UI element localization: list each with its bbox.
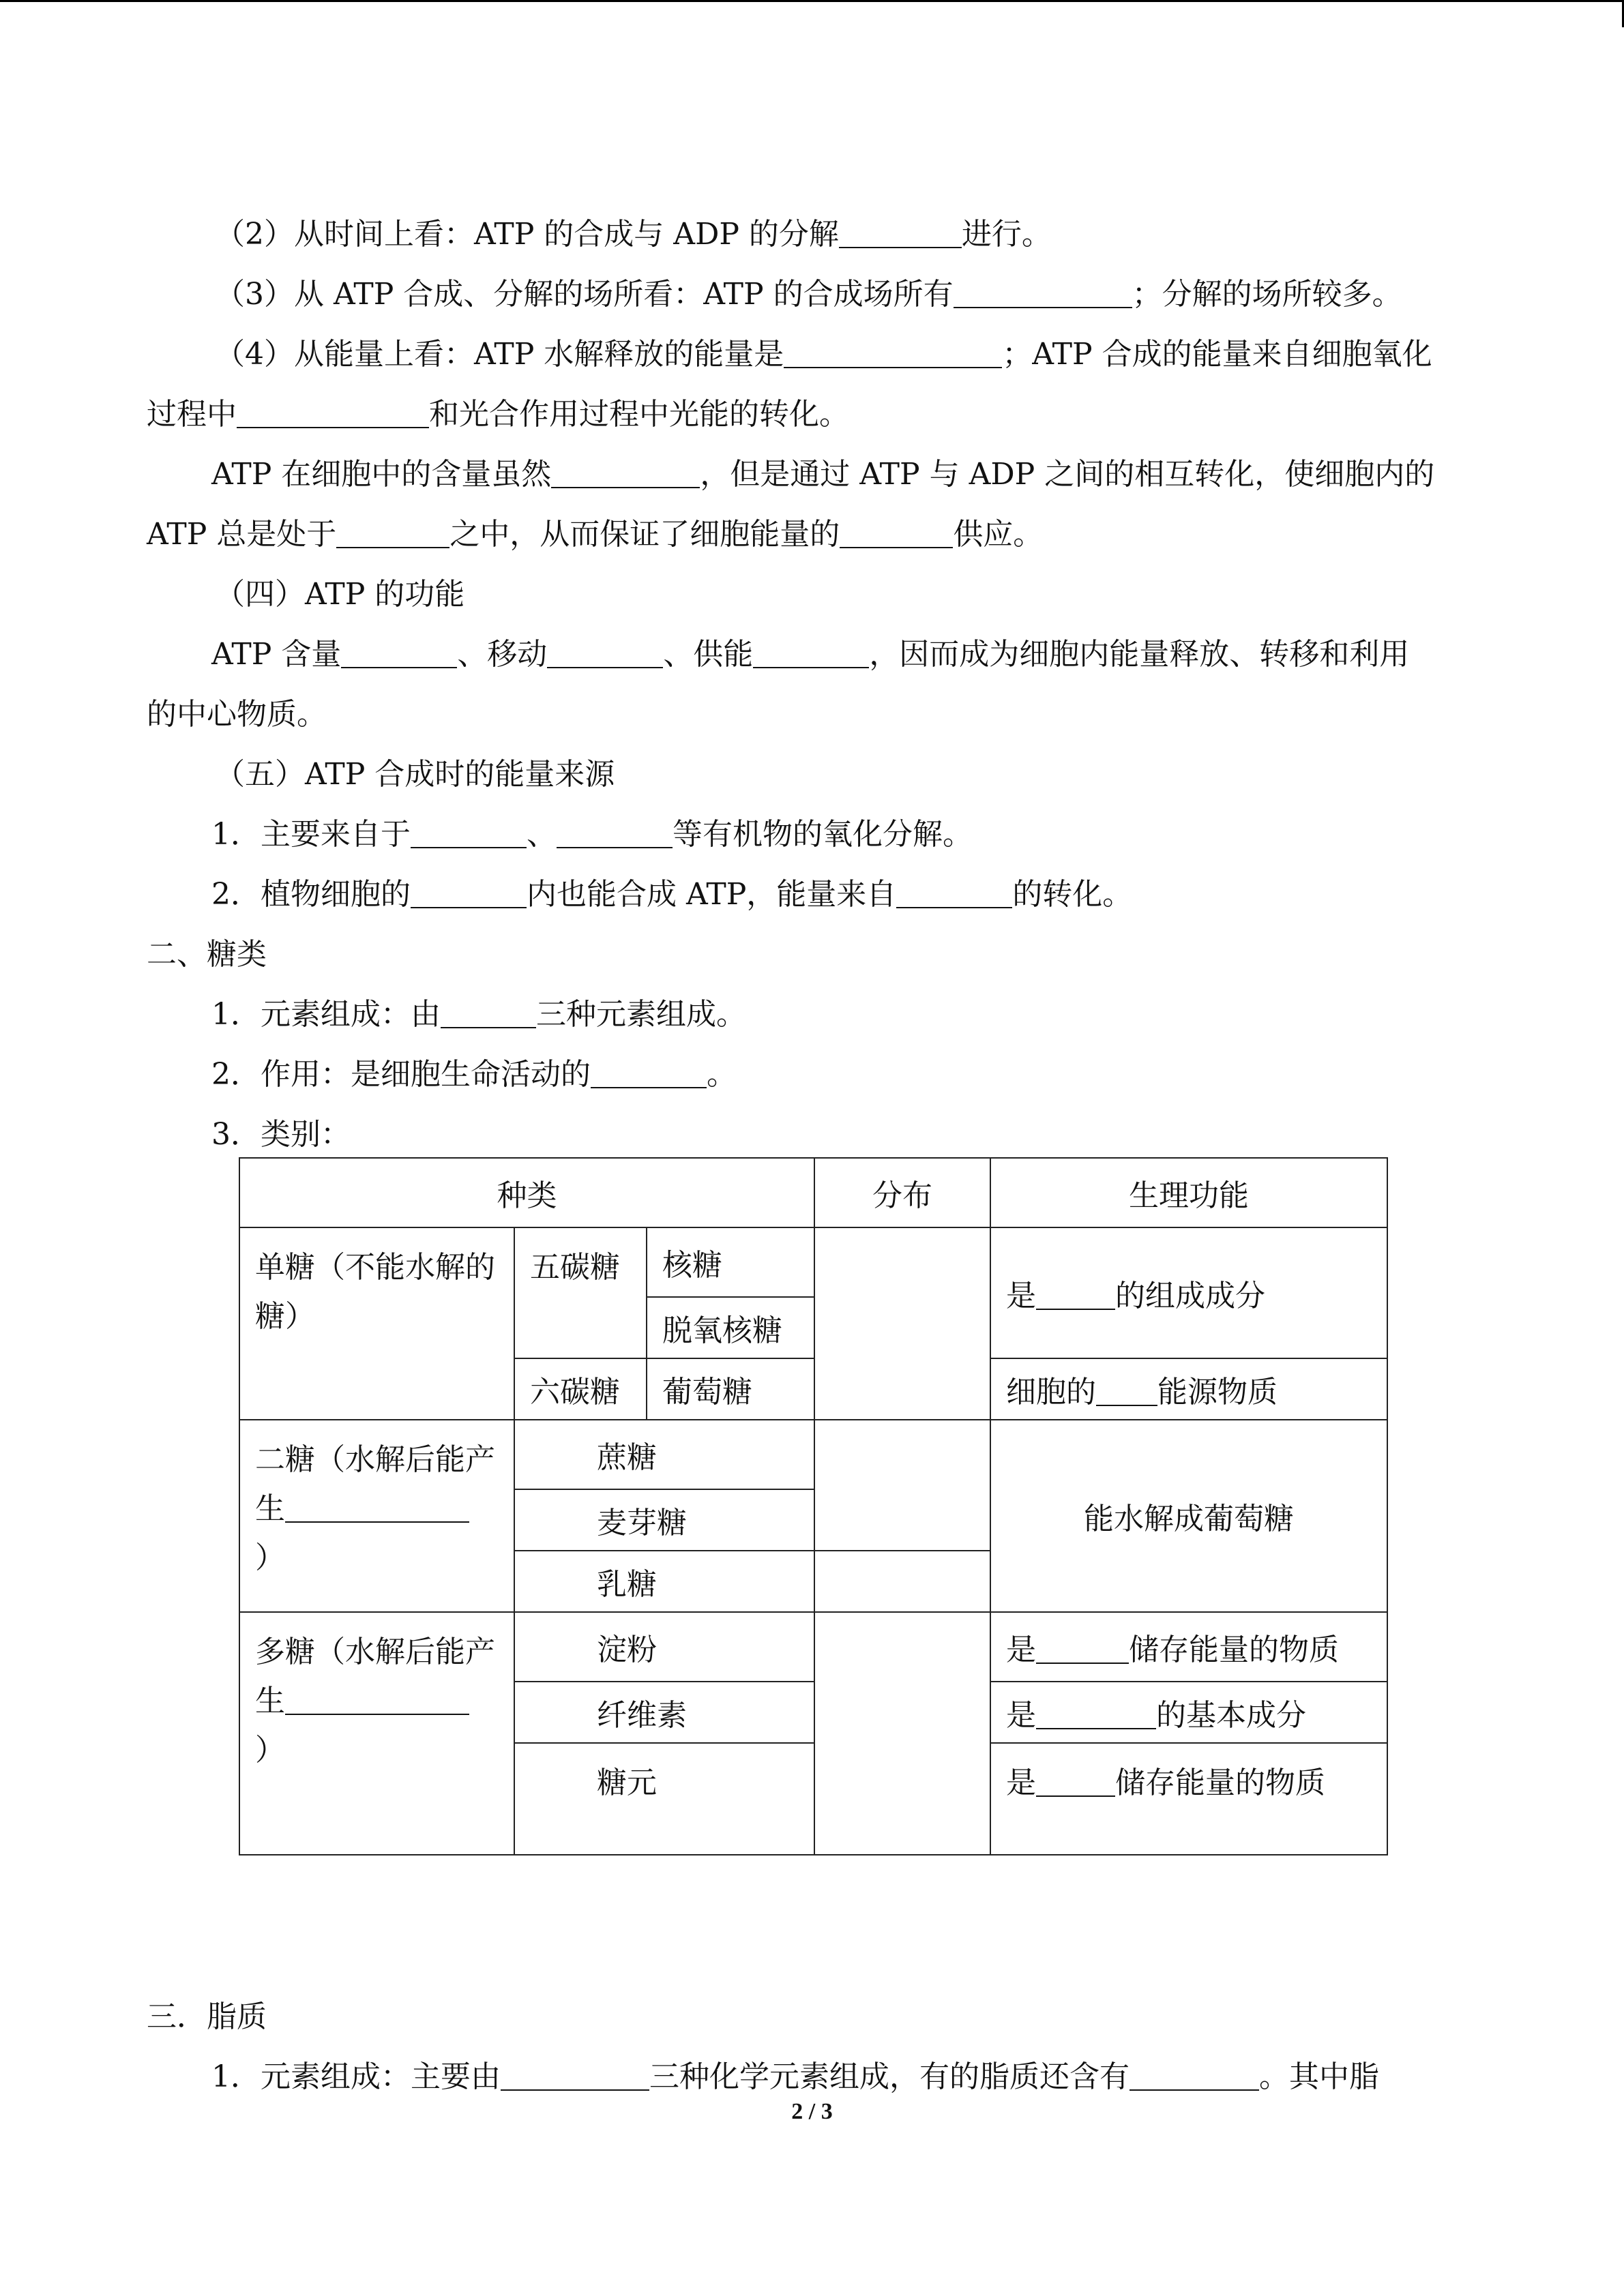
atp-function-line-2: 的中心物质。 [147, 697, 327, 732]
text: 。其中脂 [1259, 2059, 1379, 2094]
distribution-cell[interactable] [814, 1551, 990, 1612]
glycogen-function [990, 1743, 1387, 1855]
text: 是 [1006, 1765, 1037, 1800]
atp-point-2 [215, 214, 1052, 255]
glucose-label: 葡萄糖 [647, 1358, 814, 1420]
fill-blank[interactable] [411, 820, 527, 848]
lipid-heading: 三．脂质 [147, 1999, 267, 2034]
text: ATP 含量 [211, 637, 342, 672]
ribose-label: 核糖 [647, 1227, 814, 1297]
text: 2．作用：是细胞生命活动的 [211, 1057, 591, 1092]
sugar-heading: 二、糖类 [147, 937, 267, 972]
sugar-item-1 [211, 994, 746, 1035]
text: 、 [527, 817, 557, 852]
cellulose-label: 纤维素 [514, 1682, 814, 1743]
maltose-label: 麦芽糖 [514, 1489, 814, 1551]
atp-source-heading: （五）ATP 合成时的能量来源 [215, 757, 615, 792]
atp-content-line-1 [211, 454, 1434, 495]
text: ） [255, 1540, 285, 1575]
text: 储存能量的物质 [1115, 1765, 1326, 1800]
text: 是 [1006, 1698, 1037, 1733]
text: 过程中 [147, 397, 237, 432]
page-top-border [0, 0, 1624, 2]
table-row [239, 1420, 1387, 1489]
text: ；ATP 合成的能量来自细胞氧化 [1002, 337, 1432, 372]
table-row [239, 1612, 1387, 1682]
text: 之中，从而保证了细胞能量的 [449, 517, 840, 552]
fill-blank[interactable] [411, 880, 527, 908]
sugar-table [239, 1157, 1388, 1855]
fill-blank[interactable] [237, 400, 429, 428]
fill-blank[interactable] [501, 2062, 649, 2091]
text: 细胞的 [1006, 1375, 1097, 1410]
fill-blank[interactable] [753, 640, 869, 668]
text: 三种化学元素组成，有的脂质还含有 [649, 2059, 1130, 2094]
text: （4）从能量上看：ATP 水解释放的能量是 [215, 337, 784, 372]
table-header-row [239, 1158, 1387, 1227]
deoxyribose-label: 脱氧核糖 [647, 1297, 814, 1358]
lactose-label: 乳糖 [514, 1551, 814, 1612]
fill-blank[interactable] [557, 820, 673, 848]
text: 储存能量的物质 [1129, 1632, 1340, 1667]
starch-function [990, 1612, 1387, 1682]
text: 的组成成分 [1115, 1279, 1266, 1313]
distribution-cell[interactable] [814, 1612, 990, 1855]
polysaccharide-label [239, 1612, 514, 1855]
text: ，但是通过 ATP 与 ADP 之间的相互转化，使细胞内的 [700, 457, 1435, 492]
fill-blank[interactable] [896, 880, 1012, 908]
text: 的基本成分 [1156, 1698, 1307, 1733]
atp-source-item-1 [211, 814, 973, 855]
text: 内也能合成 ATP，能量来自 [527, 877, 897, 912]
atp-function-line-1 [211, 634, 1409, 675]
text: 、移动 [457, 637, 548, 672]
text: （2）从时间上看：ATP 的合成与 ADP 的分解 [215, 217, 839, 252]
text: 是 [1006, 1279, 1037, 1313]
text: 是 [1006, 1632, 1037, 1667]
text: 多糖（水解后能产 [255, 1635, 495, 1669]
text: 1．元素组成：主要由 [211, 2059, 501, 2094]
text: 、供能 [663, 637, 754, 672]
text: 供应。 [953, 517, 1044, 552]
fill-blank[interactable] [1036, 1281, 1115, 1310]
text: 生 [255, 1684, 285, 1718]
text: 的转化。 [1012, 877, 1133, 912]
pentose-label: 五碳糖 [514, 1227, 647, 1358]
fill-blank[interactable] [285, 1686, 469, 1715]
fill-blank[interactable] [1036, 1768, 1115, 1797]
text: 和光合作用过程中光能的转化。 [429, 397, 849, 432]
ribose-function [990, 1227, 1387, 1358]
fill-blank[interactable] [954, 280, 1132, 308]
fill-blank[interactable] [336, 520, 449, 548]
hexose-label: 六碳糖 [514, 1358, 647, 1420]
fill-blank[interactable] [341, 640, 457, 668]
header-kind: 种类 [239, 1158, 814, 1227]
atp-point-4-cont [147, 394, 849, 435]
atp-content-line-2 [147, 514, 1043, 555]
text: ATP 总是处于 [147, 517, 337, 552]
atp-point-4 [215, 334, 1432, 375]
fill-blank[interactable] [285, 1494, 469, 1523]
lipid-item-1 [211, 2057, 1379, 2098]
disaccharide-function: 能水解成葡萄糖 [990, 1420, 1387, 1612]
fill-blank[interactable] [441, 1000, 536, 1028]
fill-blank[interactable] [1036, 1635, 1129, 1664]
text: 进行。 [961, 217, 1052, 252]
starch-label: 淀粉 [514, 1612, 814, 1682]
monosaccharide-label: 单糖（不能水解的糖） [239, 1227, 514, 1420]
fill-blank[interactable] [1036, 1701, 1156, 1729]
atp-point-3 [215, 274, 1402, 315]
text: ATP 在细胞中的含量虽然 [211, 457, 552, 492]
text: 生 [255, 1491, 285, 1526]
disaccharide-label [239, 1420, 514, 1612]
text: 2．植物细胞的 [211, 877, 411, 912]
text: 能源物质 [1157, 1375, 1278, 1410]
sucrose-label: 蔗糖 [514, 1420, 814, 1489]
fill-blank[interactable] [839, 220, 962, 248]
header-distribution: 分布 [814, 1158, 990, 1227]
text: ，因而成为细胞内能量释放、转移和利用 [869, 637, 1410, 672]
sugar-item-3: 3．类别： [211, 1117, 351, 1152]
text: （3）从 ATP 合成、分解的场所看：ATP 的合成场所有 [215, 277, 954, 312]
text: ；分解的场所较多。 [1132, 277, 1402, 312]
text: 等有机物的氧化分解。 [673, 817, 973, 852]
table-row [239, 1227, 1387, 1297]
fill-blank[interactable] [840, 520, 953, 548]
text: 。 [707, 1057, 737, 1092]
text: 二糖（水解后能产 [255, 1442, 495, 1477]
text: 三种元素组成。 [536, 997, 746, 1032]
fill-blank[interactable] [547, 640, 663, 668]
glucose-function [990, 1358, 1387, 1420]
cellulose-function [990, 1682, 1387, 1743]
sugar-item-2 [211, 1054, 737, 1095]
glycogen-label: 糖元 [514, 1743, 814, 1855]
text: ） [255, 1733, 285, 1768]
text: 1．元素组成：由 [211, 997, 441, 1032]
fill-blank[interactable] [551, 460, 700, 488]
header-function: 生理功能 [990, 1158, 1387, 1227]
distribution-cell[interactable] [814, 1227, 990, 1420]
fill-blank[interactable] [591, 1060, 707, 1088]
fill-blank[interactable] [784, 340, 1002, 368]
fill-blank[interactable] [1096, 1377, 1157, 1406]
distribution-cell[interactable] [814, 1420, 990, 1551]
fill-blank[interactable] [1130, 2062, 1259, 2091]
atp-function-heading: （四）ATP 的功能 [215, 577, 465, 612]
page-number: 2 / 3 [791, 2099, 833, 2124]
text: 1．主要来自于 [211, 817, 411, 852]
atp-source-item-2 [211, 874, 1132, 915]
